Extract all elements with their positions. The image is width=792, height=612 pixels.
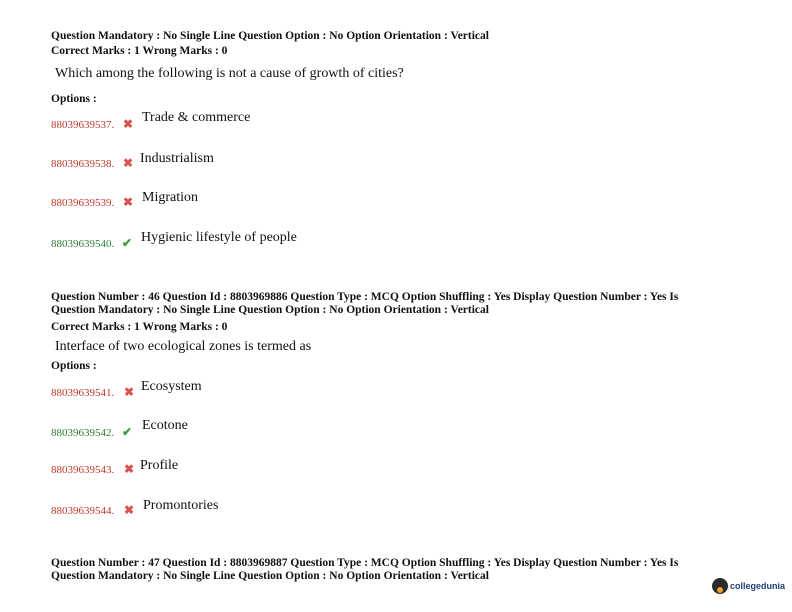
option-id: 88039639537. (51, 119, 115, 131)
option-id: 88039639541. (51, 387, 115, 399)
logo-text: collegedunia (730, 581, 786, 591)
option-text: Industrialism (140, 151, 214, 166)
cross-icon: ✖ (123, 195, 134, 209)
question-text: Interface of two ecological zones is termed as (55, 339, 312, 354)
cross-icon: ✖ (123, 117, 134, 131)
collegedunia-logo (712, 578, 785, 594)
options-label: Options : (51, 93, 97, 105)
option-text: Ecosystem (141, 379, 202, 394)
marks-info: Correct Marks : 1 Wrong Marks : 0 (51, 45, 228, 57)
option-text: Migration (142, 190, 198, 205)
option-id: 88039639542. (51, 427, 115, 439)
question-meta: Question Number : 47 Question Id : 8803969887 Question Type : MCQ Option Shuffling : Yes Display Question Number : Yes Is (51, 557, 679, 569)
option-text: Profile (140, 458, 179, 473)
cross-icon: ✖ (124, 462, 135, 476)
option-id: 88039639540. (51, 238, 115, 250)
question-text: Which among the following is not a cause of growth of cities? (55, 66, 404, 81)
option-text: Hygienic lifestyle of people (141, 230, 297, 245)
cross-icon: ✖ (123, 156, 134, 170)
question-meta: Question Number : 46 Question Id : 8803969886 Question Type : MCQ Option Shuffling : Yes Display Question Number : Yes Is (51, 291, 679, 303)
option-id: 88039639544. (51, 505, 115, 517)
option-text: Ecotone (142, 418, 188, 433)
mascot-icon (712, 578, 728, 594)
marks-info: Correct Marks : 1 Wrong Marks : 0 (51, 321, 228, 333)
question-meta: Question Mandatory : No Single Line Question Option : No Option Orientation : Vertical (51, 304, 489, 316)
option-id: 88039639543. (51, 464, 115, 476)
option-id: 88039639538. (51, 158, 115, 170)
option-text: Promontories (143, 498, 219, 513)
options-label: Options : (51, 360, 97, 372)
question-meta: Question Mandatory : No Single Line Question Option : No Option Orientation : Vertical (51, 30, 489, 42)
check-icon: ✔ (122, 236, 133, 250)
check-icon: ✔ (122, 425, 133, 439)
option-id: 88039639539. (51, 197, 115, 209)
cross-icon: ✖ (124, 385, 135, 399)
cross-icon: ✖ (124, 503, 135, 517)
option-text: Trade & commerce (142, 110, 251, 125)
question-meta: Question Mandatory : No Single Line Question Option : No Option Orientation : Vertical (51, 570, 489, 582)
